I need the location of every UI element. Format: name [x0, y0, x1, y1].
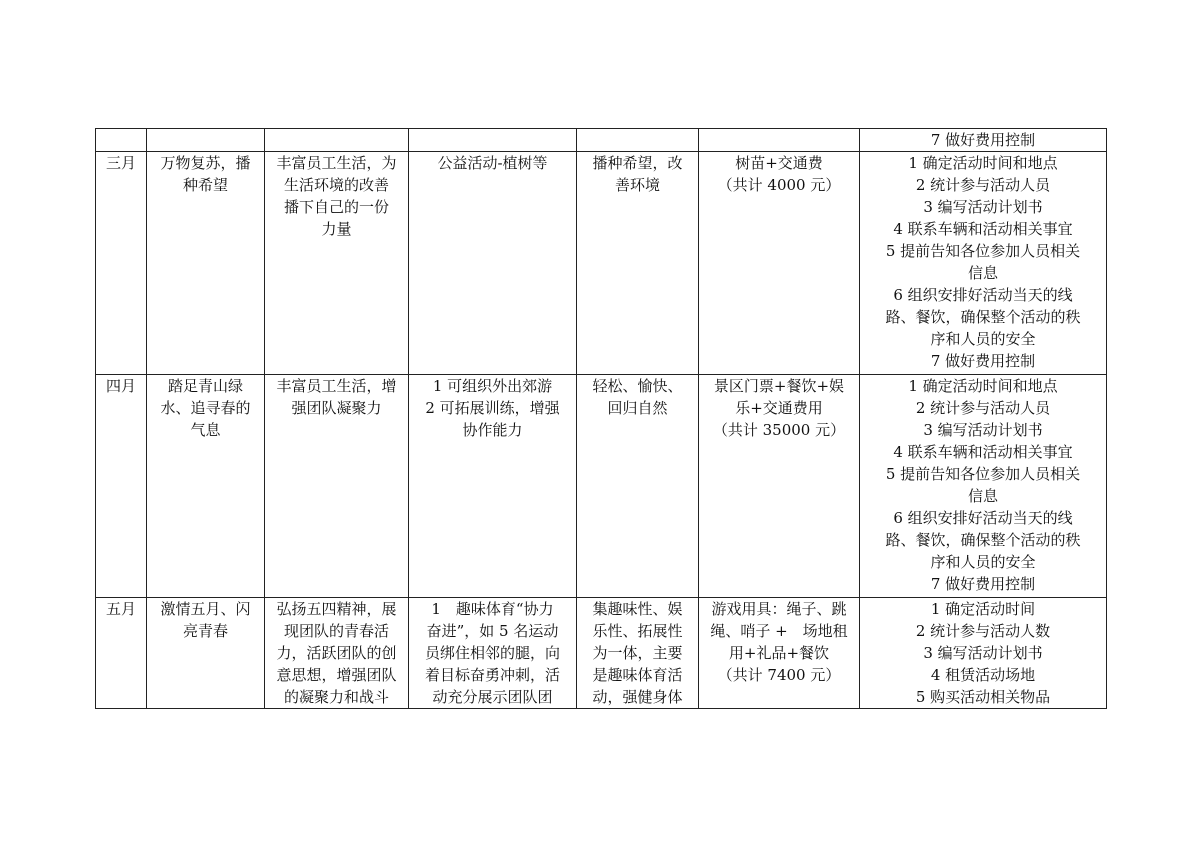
- theme-line: 万物复苏，播: [160, 154, 251, 172]
- month-cell: [96, 375, 147, 598]
- budget-line: （共计 7400 元）: [717, 666, 841, 684]
- theme-line: 亮青春: [182, 622, 228, 640]
- purpose-line: 力，活跃团队的创: [276, 644, 397, 662]
- content-line: 协作能力: [462, 421, 523, 439]
- steps-line: 4 联系车辆和活动相关事宜: [893, 220, 1073, 238]
- content-cell: [409, 598, 577, 709]
- month-label: 三月: [105, 154, 136, 172]
- table-row: [96, 152, 1107, 375]
- budget-line: 景区门票+餐饮+娱: [713, 377, 845, 395]
- steps-line: 3 编写活动计划书: [923, 644, 1043, 662]
- steps-line: 信息: [967, 264, 998, 282]
- steps-line: 5 提前告知各位参加人员相关: [885, 465, 1081, 483]
- purpose-line: 的凝聚力和战斗: [283, 688, 389, 706]
- theme-line: 气息: [190, 421, 221, 439]
- theme-cell: [147, 598, 265, 709]
- budget-cell: [699, 375, 860, 598]
- table-row: [96, 598, 1107, 709]
- effect-line: 轻松、愉快、: [592, 377, 683, 395]
- effect-line: 乐性、拓展性: [592, 622, 683, 640]
- steps-line: 3 编写活动计划书: [923, 198, 1043, 216]
- content-line: 1 可组织外出郊游: [432, 377, 553, 395]
- steps-line: 信息: [967, 487, 998, 505]
- month-label: 五月: [105, 600, 136, 618]
- theme-cell: [147, 375, 265, 598]
- activity-plan-table: [95, 128, 1107, 709]
- budget-line: 树苗+交通费: [735, 154, 823, 172]
- steps-line: 1 确定活动时间和地点: [908, 377, 1058, 395]
- content-line: 1 趣味体育“协力: [431, 600, 554, 618]
- steps-line: 路、餐饮，确保整个活动的秩: [885, 531, 1081, 549]
- steps-line: 3 编写活动计划书: [923, 421, 1043, 439]
- budget-cell: [699, 598, 860, 709]
- effect-line: 为一体，主要: [592, 644, 683, 662]
- effect-line: 集趣味性、娱: [592, 600, 683, 618]
- purpose-cell: [265, 129, 409, 152]
- budget-cell: [699, 152, 860, 375]
- theme-line: 踏足青山绿: [167, 377, 243, 395]
- steps-line: 2 统计参与活动人员: [915, 176, 1051, 194]
- effect-cell: [577, 598, 699, 709]
- steps-line: 7 做好费用控制: [930, 352, 1036, 370]
- steps-cell: [860, 129, 1107, 152]
- effect-line: 是趣味体育活: [592, 666, 683, 684]
- purpose-line: 播下自己的一份: [283, 198, 389, 216]
- purpose-cell: [265, 152, 409, 375]
- effect-line: 播种希望，改: [592, 154, 683, 172]
- purpose-line: 弘扬五四精神，展: [276, 600, 397, 618]
- steps-line: 1 确定活动时间和地点: [908, 154, 1058, 172]
- budget-line: 用+礼品+餐饮: [728, 644, 830, 662]
- effect-cell: [577, 375, 699, 598]
- purpose-line: 现团队的青春活: [283, 622, 389, 640]
- steps-line: 2 统计参与活动人数: [915, 622, 1051, 640]
- steps-line: 2 统计参与活动人员: [915, 399, 1051, 417]
- content-line: 2 可拓展训练，增强: [425, 399, 560, 417]
- month-cell: [96, 152, 147, 375]
- budget-line: 乐+交通费用: [735, 399, 823, 417]
- purpose-line: 力量: [321, 220, 352, 238]
- theme-cell: [147, 129, 265, 152]
- theme-line: 激情五月、闪: [160, 600, 251, 618]
- steps-cell: [860, 598, 1107, 709]
- theme-cell: [147, 152, 265, 375]
- steps-line: 序和人员的安全: [930, 330, 1036, 348]
- content-cell: [409, 129, 577, 152]
- purpose-line: 意思想，增强团队: [276, 666, 397, 684]
- budget-line: 游戏用具：绳子、跳: [711, 600, 847, 618]
- content-line: 公益活动-植树等: [437, 154, 548, 172]
- table-row: [96, 375, 1107, 598]
- steps-line: 序和人员的安全: [930, 553, 1036, 571]
- steps-line: 5 提前告知各位参加人员相关: [885, 242, 1081, 260]
- purpose-line: 丰富员工生活，增: [276, 377, 397, 395]
- purpose-line: 丰富员工生活，为: [276, 154, 397, 172]
- month-cell: [96, 129, 147, 152]
- theme-line: 种希望: [182, 176, 228, 194]
- effect-cell: [577, 152, 699, 375]
- effect-line: 动，强健身体: [592, 688, 683, 706]
- steps-line: 7 做好费用控制: [930, 131, 1036, 149]
- month-label: 四月: [105, 377, 136, 395]
- content-line: 奋进”，如 5 名运动: [426, 622, 559, 640]
- effect-cell: [577, 129, 699, 152]
- effect-line: 善环境: [614, 176, 660, 194]
- steps-line: 6 组织安排好活动当天的线: [893, 286, 1073, 304]
- theme-line: 水、追寻春的: [160, 399, 251, 417]
- purpose-cell: [265, 598, 409, 709]
- content-line: 着目标奋勇冲刺，活: [424, 666, 560, 684]
- budget-line: 绳、哨子 + 场地租: [710, 622, 848, 640]
- budget-cell: [699, 129, 860, 152]
- steps-line: 6 组织安排好活动当天的线: [893, 509, 1073, 527]
- steps-line: 1 确定活动时间: [930, 600, 1036, 618]
- steps-cell: [860, 375, 1107, 598]
- month-cell: [96, 598, 147, 709]
- steps-cell: [860, 152, 1107, 375]
- content-cell: [409, 375, 577, 598]
- purpose-line: 生活环境的改善: [283, 176, 389, 194]
- purpose-line: 强团队凝聚力: [291, 399, 382, 417]
- steps-line: 路、餐饮，确保整个活动的秩: [885, 308, 1081, 326]
- content-cell: [409, 152, 577, 375]
- steps-line: 7 做好费用控制: [930, 575, 1036, 593]
- budget-line: （共计 35000 元）: [712, 421, 846, 439]
- table-row: [96, 129, 1107, 152]
- content-line: 动充分展示团队团: [432, 688, 553, 706]
- content-line: 员绑住相邻的腿，向: [424, 644, 560, 662]
- steps-line: 4 租赁活动场地: [930, 666, 1036, 684]
- effect-line: 回归自然: [607, 399, 668, 417]
- budget-line: （共计 4000 元）: [717, 176, 841, 194]
- purpose-cell: [265, 375, 409, 598]
- steps-line: 5 购买活动相关物品: [915, 688, 1051, 706]
- steps-line: 4 联系车辆和活动相关事宜: [893, 443, 1073, 461]
